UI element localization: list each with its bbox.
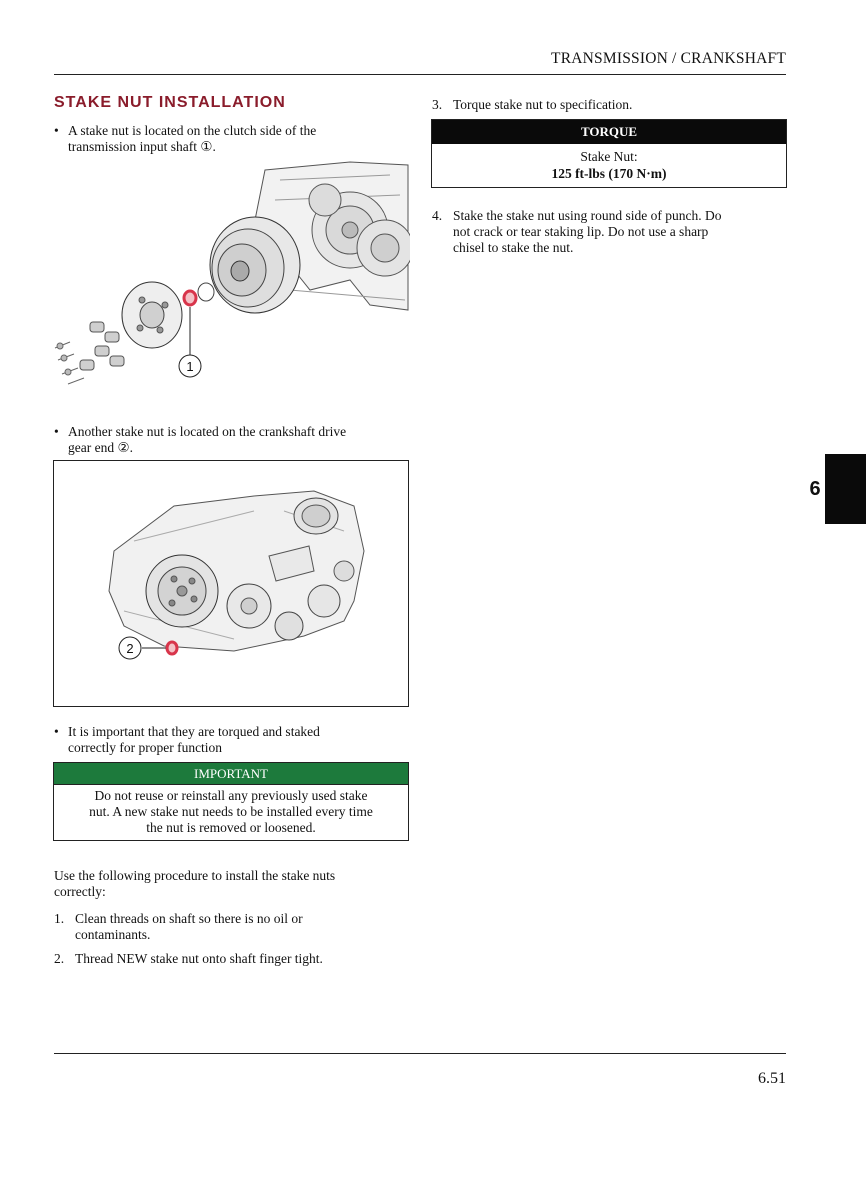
bullet-item xyxy=(54,724,414,758)
bullet-dot: • xyxy=(54,424,59,439)
page-number: 6.51 xyxy=(758,1070,786,1087)
torque-item: Stake Nut: xyxy=(580,149,638,164)
intro-line: Use the following procedure to install the stake nuts xyxy=(54,868,336,883)
important-heading: IMPORTANT xyxy=(54,763,408,785)
callout-1: 1 xyxy=(186,359,194,374)
engine-assembly-drawing xyxy=(54,461,408,706)
step-line: not crack or tear staking lip. Do not use a sharp xyxy=(453,224,709,239)
bullet-line: A stake nut is located on the clutch side of the xyxy=(68,123,317,138)
important-line: the nut is removed or loosened. xyxy=(146,820,316,835)
bullet-item xyxy=(54,123,414,157)
bullet-line: Another stake nut is located on the crankshaft drive xyxy=(68,424,347,439)
bullet-line: It is important that they are torqued and staked xyxy=(68,724,320,739)
step-line: chisel to stake the nut. xyxy=(453,240,574,255)
procedure-step xyxy=(54,911,414,945)
clutch-side-illustration xyxy=(50,160,410,388)
step-number: 3. xyxy=(432,97,443,112)
chapter-tab xyxy=(825,454,866,524)
step-line: Torque stake nut to specification. xyxy=(453,97,633,112)
procedure-intro xyxy=(54,868,414,900)
step-number: 1. xyxy=(54,911,65,926)
step-line: Clean threads on shaft so there is no oil or xyxy=(75,911,303,926)
footer-rule xyxy=(54,1053,786,1054)
important-line: nut. A new stake nut needs to be installed every time xyxy=(89,804,373,819)
important-notice xyxy=(53,762,409,841)
header-rule xyxy=(54,74,786,75)
step-number: 4. xyxy=(432,208,443,223)
step-number: 2. xyxy=(54,951,65,966)
bullet-line: transmission input shaft ①. xyxy=(68,139,216,154)
bullet-dot: • xyxy=(54,123,59,138)
important-line: Do not reuse or reinstall any previously used stake xyxy=(94,788,368,803)
torque-spec-box xyxy=(431,119,787,188)
torque-heading: TORQUE xyxy=(432,120,786,144)
important-body xyxy=(54,785,408,840)
bullet-line: gear end ②. xyxy=(68,440,133,455)
procedure-step xyxy=(432,97,786,115)
running-title: TRANSMISSION / CRANKSHAFT xyxy=(551,50,786,67)
procedure-step xyxy=(432,208,786,260)
torque-value: 125 ft-lbs (170 N·m) xyxy=(551,166,667,181)
intro-line: correctly: xyxy=(54,884,106,899)
bullet-dot: • xyxy=(54,724,59,739)
bullet-line: correctly for proper function xyxy=(68,740,223,755)
torque-body xyxy=(432,144,786,187)
chapter-tab-number: 6 xyxy=(809,478,821,500)
callout-2: 2 xyxy=(126,641,134,656)
procedure-step xyxy=(54,951,414,969)
clutch-assembly-drawing xyxy=(50,160,410,388)
section-title: STAKE NUT INSTALLATION xyxy=(54,94,286,111)
bullet-item xyxy=(54,424,414,458)
crankshaft-end-illustration xyxy=(53,460,409,707)
step-line: Thread NEW stake nut onto shaft finger tight. xyxy=(75,951,323,966)
step-line: contaminants. xyxy=(75,927,151,942)
step-line: Stake the stake nut using round side of punch. Do xyxy=(453,208,722,223)
